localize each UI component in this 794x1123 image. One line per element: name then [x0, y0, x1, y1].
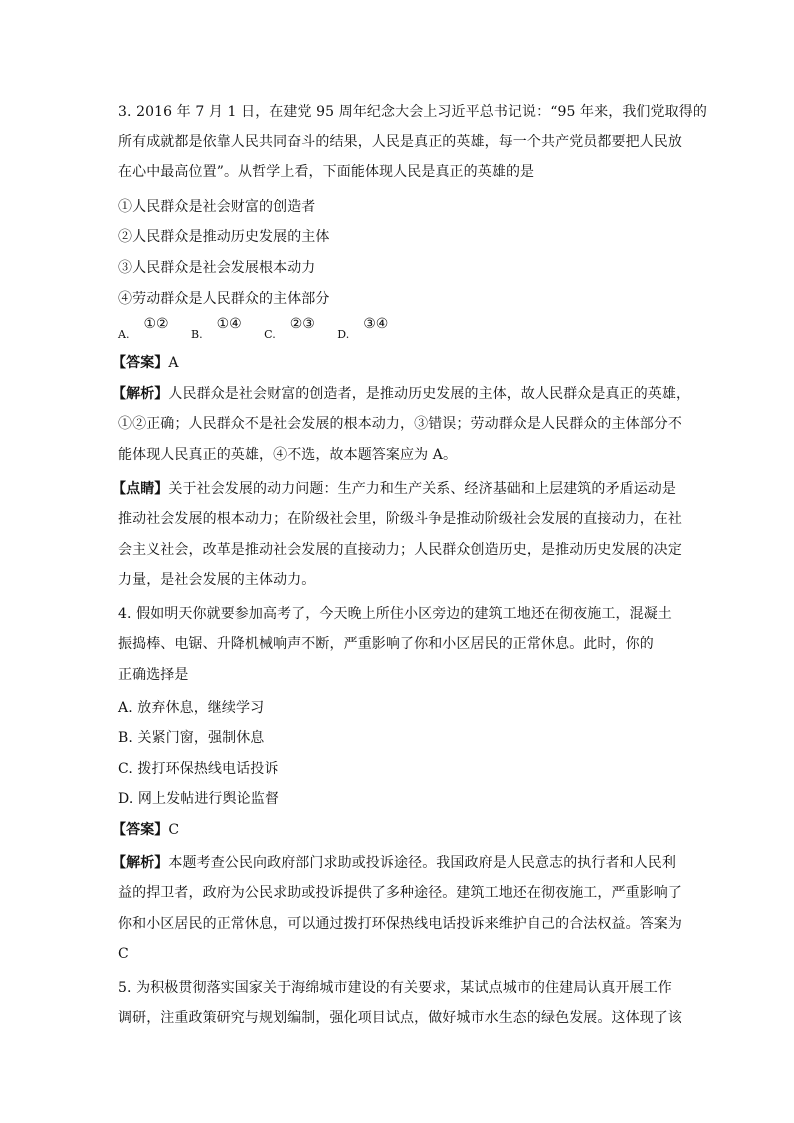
q3-stem-line-1: 3. 2016 年 7 月 1 日，在建党 95 周年纪念大会上习近平总书记说：“95 年来，我们党取得的 [118, 104, 707, 120]
q3-option-b [191, 316, 242, 341]
q4-option-a: A. 放弃休息，继续学习 [118, 700, 265, 716]
q3-option-a-letter: A. [118, 328, 130, 341]
q3-option-b-value: ①④ [216, 316, 242, 332]
q4-stem-line-1: 4. 假如明天你就要参加高考了，今天晚上所住小区旁边的建筑工地还在彻夜施工，混凝土 [118, 606, 672, 622]
q3-answer-value: A [168, 355, 179, 371]
q4-stem-line-3: 正确选择是 [118, 667, 189, 683]
q3-analysis-line-1 [112, 384, 690, 404]
q3-analysis-tag: 【解析】 [112, 386, 169, 402]
q4-option-b: B. 关紧门窗，强制休息 [118, 730, 265, 746]
q4-analysis-line-1 [112, 853, 676, 873]
q4-analysis-text-1: 本题考查公民向政府部门求助或投诉途径。我国政府是人民意志的执行者和人民利 [168, 855, 677, 871]
q3-option-a [118, 316, 169, 341]
q3-statement-2: ②人民群众是推动历史发展的主体 [118, 229, 330, 245]
q3-analysis-line-3: 能体现人民真正的英雄，④不选，故本题答案应为 A。 [118, 447, 458, 463]
q3-option-d [337, 316, 389, 341]
q3-option-c-value: ②③ [289, 316, 315, 332]
q3-comment-line-4: 力量，是社会发展的主体动力。 [118, 572, 316, 588]
q4-stem-line-2: 振捣棒、电锯、升降机械响声不断，严重影响了你和小区居民的正常休息。此时，你的 [118, 636, 654, 652]
q4-option-c: C. 拨打环保热线电话投诉 [118, 761, 279, 777]
q3-comment-line-3: 会主义社会，改革是推动社会发展的直接动力；人民群众创造历史，是推动历史发展的决定 [118, 542, 682, 558]
q4-answer-tag: 【答案】 [112, 822, 169, 838]
q3-option-d-value: ③④ [363, 316, 389, 332]
q3-options [118, 316, 389, 343]
q3-statement-3: ③人民群众是社会发展根本动力 [118, 260, 316, 276]
q3-analysis-line-2: ①②正确；人民群众不是社会发展的根本动力，③错误；劳动群众是人民群众的主体部分不 [118, 416, 682, 432]
q3-option-d-letter: D. [337, 328, 350, 341]
q3-answer [112, 353, 179, 373]
q3-comment-line-1 [112, 479, 676, 499]
q4-answer [112, 820, 179, 840]
q3-statement-1: ①人民群众是社会财富的创造者 [118, 199, 316, 215]
q4-analysis-line-4: C [118, 946, 129, 962]
q4-analysis-line-2: 益的捍卫者，政府为公民求助或投诉提供了多种途径。建筑工地还在彻夜施工，严重影响了 [118, 885, 682, 901]
q4-analysis-line-3: 你和小区居民的正常休息，可以通过拨打环保热线电话投诉来维护自己的合法权益。答案为 [118, 916, 682, 932]
q3-option-c-letter: C. [264, 328, 276, 341]
q3-option-b-letter: B. [191, 328, 203, 341]
q3-comment-tag: 【点睛】 [112, 481, 169, 497]
q3-stem-line-3: 在心中最高位置”。从哲学上看，下面能体现人民是真正的英雄的是 [118, 164, 535, 180]
q4-analysis-tag: 【解析】 [112, 855, 169, 871]
q5-stem-line-2: 调研，注重政策研究与规划编制，强化项目试点，做好城市水生态的绿色发展。这体现了该 [118, 1010, 682, 1026]
q4-answer-value: C [168, 822, 180, 838]
q3-option-c [264, 316, 315, 341]
q3-option-a-value: ①② [143, 316, 169, 332]
q3-answer-tag: 【答案】 [112, 355, 169, 371]
q3-analysis-text-1: 人民群众是社会财富的创造者，是推动历史发展的主体，故人民群众是真正的英雄， [168, 386, 691, 402]
q3-statement-4: ④劳动群众是人民群众的主体部分 [118, 291, 330, 307]
q3-comment-line-2: 推动社会发展的根本动力；在阶级社会里，阶级斗争是推动阶级社会发展的直接动力，在社 [118, 511, 682, 527]
q3-comment-text-1: 关于社会发展的动力问题：生产力和生产关系、经济基础和上层建筑的矛盾运动是 [168, 481, 677, 497]
q3-stem-line-2: 所有成就都是依靠人民共同奋斗的结果，人民是真正的英雄，每一个共产党员都要把人民放 [118, 134, 682, 150]
q4-option-d: D. 网上发帖进行舆论监督 [118, 791, 279, 807]
q5-stem-line-1: 5. 为积极贯彻落实国家关于海绵城市建设的有关要求，某试点城市的住建局认真开展工作 [118, 980, 672, 996]
